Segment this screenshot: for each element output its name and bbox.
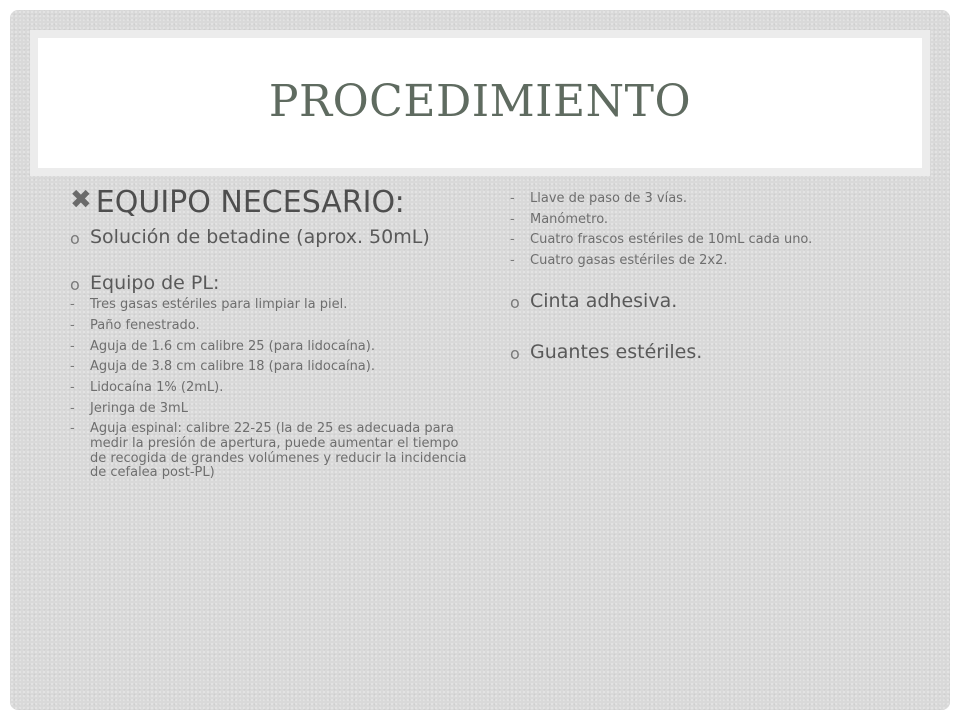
dash-bullet: -	[70, 421, 75, 437]
list-item	[70, 298, 470, 313]
dash-bullet: -	[70, 359, 75, 375]
list-item	[70, 402, 470, 417]
list-item	[70, 381, 470, 396]
title-box	[30, 30, 930, 176]
list-item-text: Aguja de 1.6 cm calibre 25 (para lidocaína).	[90, 338, 375, 354]
list-item	[70, 319, 470, 334]
equipo-list-continued	[510, 192, 930, 269]
list-item-text: Cuatro gasas estériles de 2x2.	[530, 253, 728, 269]
bullet-text: Equipo de PL:	[90, 272, 220, 295]
slide-title: PROCEDIMIENTO	[268, 76, 692, 127]
list-item-text: Cuatro frascos estériles de 10mL cada uno.	[530, 232, 813, 248]
dash-bullet: -	[70, 317, 75, 333]
dash-bullet: -	[70, 297, 75, 313]
list-item	[70, 340, 470, 355]
bullet-cinta	[510, 291, 930, 312]
circle-bullet: o	[510, 343, 520, 363]
bullet-equipo-pl	[70, 273, 470, 294]
bullet-text: Cinta adhesiva.	[530, 289, 678, 312]
list-item	[510, 233, 930, 248]
right-column	[510, 192, 930, 363]
circle-bullet: o	[70, 228, 80, 248]
section-heading-text: EQUIPO NECESARIO:	[95, 185, 405, 220]
bullet-betadine	[70, 227, 470, 248]
list-item-text: Paño fenestrado.	[90, 317, 200, 333]
list-item-text: Lidocaína 1% (2mL).	[90, 380, 224, 396]
dash-bullet: -	[510, 232, 515, 248]
list-item-text: Aguja de 3.8 cm calibre 18 (para lidocaína).	[90, 359, 375, 375]
x-icon: ✖	[70, 185, 92, 216]
list-item-text: Jeringa de 3mL	[90, 400, 188, 416]
list-item	[510, 254, 930, 269]
circle-bullet: o	[70, 275, 80, 295]
list-item-text: Llave de paso de 3 vías.	[530, 191, 688, 206]
section-heading	[70, 186, 470, 221]
list-item	[70, 360, 470, 375]
list-item	[70, 422, 470, 481]
list-item-text: Aguja espinal: calibre 22-25 (la de 25 es adecuada para medir la presión de apertura, puede aumentar el tiempo de recogida de grandes volúmenes y reducir la incidencia de cefalea post-PL)	[90, 421, 467, 481]
dash-bullet: -	[70, 380, 75, 396]
dash-bullet: -	[70, 400, 75, 416]
dash-bullet: -	[510, 211, 515, 227]
left-column	[70, 186, 470, 487]
dash-bullet: -	[510, 253, 515, 269]
dash-bullet: -	[70, 338, 75, 354]
bullet-text: Solución de betadine (aprox. 50mL)	[90, 225, 430, 248]
equipo-pl-list	[70, 298, 470, 481]
circle-bullet: o	[510, 292, 520, 312]
list-item-text: Tres gasas estériles para limpiar la piel.	[90, 297, 348, 313]
dash-bullet: -	[510, 191, 515, 206]
bullet-guantes	[510, 342, 930, 363]
bullet-text: Guantes estériles.	[530, 340, 703, 363]
list-item	[510, 192, 930, 207]
slide	[10, 10, 950, 710]
list-item-text: Manómetro.	[530, 211, 609, 227]
list-item	[510, 213, 930, 228]
